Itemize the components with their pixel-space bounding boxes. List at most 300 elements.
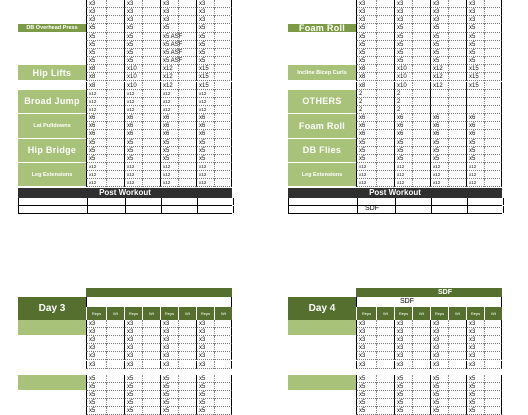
reps-cell[interactable]: x3	[356, 336, 376, 344]
reps-cell[interactable]: x3	[466, 16, 484, 24]
reps-cell[interactable]: x12	[86, 171, 106, 179]
reps-cell[interactable]: x8	[86, 73, 106, 81]
reps-cell[interactable]: x3	[430, 328, 448, 336]
weight-cell[interactable]	[214, 33, 232, 41]
reps-cell[interactable]: x12	[196, 106, 214, 114]
weight-cell[interactable]	[412, 24, 430, 32]
weight-cell[interactable]	[376, 0, 394, 8]
reps-cell[interactable]: x6	[124, 130, 142, 138]
weight-cell[interactable]	[106, 375, 124, 383]
reps-cell[interactable]: x12	[160, 171, 178, 179]
weight-cell[interactable]	[376, 328, 394, 336]
weight-cell[interactable]	[484, 0, 502, 8]
reps-cell[interactable]: x3	[430, 16, 448, 24]
reps-cell[interactable]: x3	[466, 352, 484, 360]
weight-cell[interactable]	[106, 399, 124, 407]
weight-cell[interactable]	[178, 130, 196, 138]
weight-cell[interactable]	[412, 344, 430, 352]
reps-cell[interactable]: x6	[466, 122, 484, 130]
weight-cell[interactable]	[448, 106, 466, 114]
reps-cell[interactable]: x5	[394, 375, 412, 383]
reps-cell[interactable]: x3	[196, 328, 214, 336]
weight-cell[interactable]	[178, 16, 196, 24]
weight-cell[interactable]	[214, 114, 232, 122]
reps-cell[interactable]: x3	[430, 352, 448, 360]
weight-cell[interactable]	[142, 179, 160, 187]
reps-cell[interactable]: x3	[160, 320, 178, 328]
weight-cell[interactable]	[412, 163, 430, 171]
reps-cell[interactable]: x15	[466, 82, 484, 90]
weight-cell[interactable]	[106, 155, 124, 163]
reps-cell[interactable]: x5	[160, 407, 178, 415]
reps-cell[interactable]: x6	[196, 130, 214, 138]
reps-cell[interactable]: x8	[86, 82, 106, 90]
reps-cell[interactable]: x12	[394, 179, 412, 187]
weight-cell[interactable]	[448, 344, 466, 352]
weight-cell[interactable]	[448, 391, 466, 399]
weight-cell[interactable]	[412, 114, 430, 122]
weight-cell[interactable]	[484, 24, 502, 32]
weight-cell[interactable]	[178, 82, 196, 90]
weight-cell[interactable]	[178, 328, 196, 336]
reps-cell[interactable]: x5	[394, 49, 412, 57]
weight-cell[interactable]	[376, 82, 394, 90]
weight-cell[interactable]	[178, 41, 196, 49]
weight-cell[interactable]	[484, 155, 502, 163]
reps-cell[interactable]: x5	[124, 407, 142, 415]
reps-cell[interactable]: x5	[356, 375, 376, 383]
weight-cell[interactable]	[214, 383, 232, 391]
weight-cell[interactable]	[376, 375, 394, 383]
reps-cell[interactable]: x12	[196, 179, 214, 187]
weight-cell[interactable]	[142, 344, 160, 352]
weight-cell[interactable]	[448, 122, 466, 130]
weight-cell[interactable]	[376, 407, 394, 415]
reps-cell[interactable]: x5	[430, 147, 448, 155]
weight-cell[interactable]	[448, 399, 466, 407]
reps-cell[interactable]: x10	[394, 65, 412, 73]
reps-cell[interactable]: x3	[394, 336, 412, 344]
weight-cell[interactable]	[106, 106, 124, 114]
weight-cell[interactable]	[106, 90, 124, 98]
reps-cell[interactable]: x3	[430, 344, 448, 352]
weight-cell[interactable]	[484, 130, 502, 138]
weight-cell[interactable]	[376, 90, 394, 98]
reps-cell[interactable]: x3	[466, 336, 484, 344]
weight-cell[interactable]	[484, 171, 502, 179]
weight-cell[interactable]	[106, 336, 124, 344]
weight-cell[interactable]	[376, 399, 394, 407]
reps-cell[interactable]: x5	[124, 147, 142, 155]
weight-cell[interactable]	[214, 352, 232, 360]
post-workout-row[interactable]	[18, 206, 232, 214]
reps-cell[interactable]: x3	[86, 328, 106, 336]
weight-cell[interactable]	[214, 90, 232, 98]
weight-cell[interactable]	[214, 139, 232, 147]
weight-cell[interactable]	[178, 114, 196, 122]
weight-cell[interactable]	[214, 24, 232, 32]
reps-cell[interactable]: x5	[466, 41, 484, 49]
weight-cell[interactable]	[142, 163, 160, 171]
reps-cell[interactable]: x5	[124, 49, 142, 57]
weight-cell[interactable]	[178, 49, 196, 57]
reps-cell[interactable]: x6	[196, 122, 214, 130]
weight-cell[interactable]	[412, 8, 430, 16]
weight-cell[interactable]	[376, 361, 394, 369]
reps-cell[interactable]: x6	[356, 114, 376, 122]
reps-cell[interactable]: x5	[466, 407, 484, 415]
reps-cell[interactable]: x5	[430, 399, 448, 407]
weight-cell[interactable]	[142, 361, 160, 369]
weight-cell[interactable]	[448, 130, 466, 138]
reps-cell[interactable]: x8	[356, 65, 376, 73]
weight-cell[interactable]	[214, 344, 232, 352]
weight-cell[interactable]	[448, 73, 466, 81]
reps-cell[interactable]: x5	[124, 41, 142, 49]
weight-cell[interactable]	[484, 139, 502, 147]
weight-cell[interactable]	[142, 139, 160, 147]
weight-cell[interactable]	[376, 155, 394, 163]
reps-cell[interactable]: x6	[430, 122, 448, 130]
weight-cell[interactable]	[178, 147, 196, 155]
reps-cell[interactable]: x5	[430, 49, 448, 57]
reps-cell[interactable]: x5	[430, 24, 448, 32]
weight-cell[interactable]	[412, 361, 430, 369]
reps-cell[interactable]: x3	[356, 8, 376, 16]
weight-cell[interactable]	[448, 336, 466, 344]
weight-cell[interactable]	[178, 90, 196, 98]
weight-cell[interactable]	[142, 65, 160, 73]
reps-cell[interactable]: x3	[160, 16, 178, 24]
weight-cell[interactable]	[178, 155, 196, 163]
reps-cell[interactable]: x5	[86, 383, 106, 391]
weight-cell[interactable]	[448, 407, 466, 415]
weight-cell[interactable]	[484, 90, 502, 98]
weight-cell[interactable]	[412, 49, 430, 57]
weight-cell[interactable]	[142, 114, 160, 122]
date-row[interactable]	[86, 297, 232, 307]
weight-cell[interactable]	[142, 383, 160, 391]
weight-cell[interactable]	[448, 139, 466, 147]
reps-cell[interactable]: x5	[86, 33, 106, 41]
weight-cell[interactable]	[376, 33, 394, 41]
reps-cell[interactable]: x6	[394, 114, 412, 122]
weight-cell[interactable]	[214, 336, 232, 344]
reps-cell[interactable]: x5	[86, 57, 106, 65]
weight-cell[interactable]	[448, 328, 466, 336]
reps-cell[interactable]: x5	[86, 24, 106, 32]
reps-cell[interactable]: x5	[196, 383, 214, 391]
weight-cell[interactable]	[142, 336, 160, 344]
reps-cell[interactable]: x15	[196, 82, 214, 90]
reps-cell[interactable]: x12	[160, 65, 178, 73]
weight-cell[interactable]	[376, 24, 394, 32]
weight-cell[interactable]	[178, 122, 196, 130]
weight-cell[interactable]	[376, 147, 394, 155]
weight-cell[interactable]	[484, 147, 502, 155]
reps-cell[interactable]: x5	[466, 399, 484, 407]
weight-cell[interactable]	[376, 130, 394, 138]
weight-cell[interactable]	[142, 82, 160, 90]
weight-cell[interactable]	[106, 328, 124, 336]
reps-cell[interactable]: x12	[430, 73, 448, 81]
reps-cell[interactable]: x10	[394, 82, 412, 90]
reps-cell[interactable]: x5	[86, 399, 106, 407]
weight-cell[interactable]	[178, 57, 196, 65]
weight-cell[interactable]	[448, 49, 466, 57]
weight-cell[interactable]	[448, 155, 466, 163]
reps-cell[interactable]	[430, 90, 448, 98]
weight-cell[interactable]	[412, 179, 430, 187]
weight-cell[interactable]	[178, 65, 196, 73]
reps-cell[interactable]: x5	[160, 24, 178, 32]
weight-cell[interactable]	[376, 391, 394, 399]
reps-cell[interactable]: x5	[430, 391, 448, 399]
weight-cell[interactable]	[412, 16, 430, 24]
weight-cell[interactable]	[142, 391, 160, 399]
reps-cell[interactable]: x3	[160, 0, 178, 8]
reps-cell[interactable]: x3	[394, 16, 412, 24]
weight-cell[interactable]	[214, 130, 232, 138]
reps-cell[interactable]: 2	[356, 98, 376, 106]
reps-cell[interactable]: x5	[124, 24, 142, 32]
weight-cell[interactable]	[448, 352, 466, 360]
reps-cell[interactable]: x6	[430, 114, 448, 122]
weight-cell[interactable]	[448, 8, 466, 16]
weight-cell[interactable]	[178, 336, 196, 344]
reps-cell[interactable]: x5	[430, 139, 448, 147]
reps-cell[interactable]: x5	[196, 24, 214, 32]
reps-cell[interactable]: x5	[356, 139, 376, 147]
reps-cell[interactable]: x12	[356, 171, 376, 179]
reps-cell[interactable]: x3	[196, 8, 214, 16]
weight-cell[interactable]	[412, 73, 430, 81]
reps-cell[interactable]: x3	[394, 8, 412, 16]
reps-cell[interactable]: x3	[196, 336, 214, 344]
weight-cell[interactable]	[412, 320, 430, 328]
weight-cell[interactable]	[178, 399, 196, 407]
reps-cell[interactable]: x5	[124, 399, 142, 407]
weight-cell[interactable]	[484, 375, 502, 383]
weight-cell[interactable]	[106, 82, 124, 90]
reps-cell[interactable]	[430, 106, 448, 114]
reps-cell[interactable]: x6	[394, 122, 412, 130]
weight-cell[interactable]	[106, 179, 124, 187]
weight-cell[interactable]	[106, 49, 124, 57]
reps-cell[interactable]: x3	[466, 320, 484, 328]
weight-cell[interactable]	[178, 344, 196, 352]
reps-cell[interactable]	[430, 98, 448, 106]
reps-cell[interactable]: x5	[356, 155, 376, 163]
reps-cell[interactable]: x6	[430, 130, 448, 138]
reps-cell[interactable]: x12	[86, 90, 106, 98]
weight-cell[interactable]	[448, 82, 466, 90]
reps-cell[interactable]: x5	[86, 155, 106, 163]
reps-cell[interactable]: x3	[430, 361, 448, 369]
weight-cell[interactable]	[142, 352, 160, 360]
reps-cell[interactable]: x5	[430, 155, 448, 163]
weight-cell[interactable]	[178, 139, 196, 147]
weight-cell[interactable]	[142, 399, 160, 407]
weight-cell[interactable]	[412, 383, 430, 391]
weight-cell[interactable]	[484, 352, 502, 360]
weight-cell[interactable]	[448, 383, 466, 391]
reps-cell[interactable]: x12	[124, 98, 142, 106]
weight-cell[interactable]	[484, 361, 502, 369]
weight-cell[interactable]	[412, 65, 430, 73]
reps-cell[interactable]: x5	[86, 375, 106, 383]
weight-cell[interactable]	[106, 344, 124, 352]
post-workout-row[interactable]	[288, 198, 502, 206]
reps-cell[interactable]: x3	[394, 320, 412, 328]
reps-cell[interactable]: x12	[196, 90, 214, 98]
weight-cell[interactable]	[376, 8, 394, 16]
reps-cell[interactable]: x3	[124, 352, 142, 360]
weight-cell[interactable]	[484, 114, 502, 122]
weight-cell[interactable]	[214, 8, 232, 16]
reps-cell[interactable]: x3	[394, 344, 412, 352]
reps-cell[interactable]: x3	[86, 8, 106, 16]
reps-cell[interactable]: x3	[356, 0, 376, 8]
weight-cell[interactable]	[106, 114, 124, 122]
weight-cell[interactable]	[412, 0, 430, 8]
weight-cell[interactable]	[106, 383, 124, 391]
reps-cell[interactable]: x5	[394, 57, 412, 65]
reps-cell[interactable]: x5	[86, 147, 106, 155]
weight-cell[interactable]	[106, 33, 124, 41]
weight-cell[interactable]	[448, 114, 466, 122]
reps-cell[interactable]: x5	[124, 139, 142, 147]
reps-cell[interactable]: x3	[356, 320, 376, 328]
weight-cell[interactable]	[412, 41, 430, 49]
weight-cell[interactable]	[484, 16, 502, 24]
reps-cell[interactable]: 2	[356, 106, 376, 114]
reps-cell[interactable]: x10	[124, 82, 142, 90]
reps-cell[interactable]: x3	[356, 16, 376, 24]
reps-cell[interactable]: x5	[160, 139, 178, 147]
reps-cell[interactable]: x15	[466, 73, 484, 81]
reps-cell[interactable]: x12	[160, 163, 178, 171]
weight-cell[interactable]	[448, 163, 466, 171]
weight-cell[interactable]	[484, 57, 502, 65]
weight-cell[interactable]	[484, 122, 502, 130]
weight-cell[interactable]	[448, 320, 466, 328]
reps-cell[interactable]: x5	[86, 41, 106, 49]
reps-cell[interactable]: x15	[466, 65, 484, 73]
weight-cell[interactable]	[448, 375, 466, 383]
weight-cell[interactable]	[376, 49, 394, 57]
reps-cell[interactable]: x3	[160, 8, 178, 16]
weight-cell[interactable]	[412, 375, 430, 383]
reps-cell[interactable]: x5	[196, 139, 214, 147]
weight-cell[interactable]	[376, 171, 394, 179]
reps-cell[interactable]: x8	[86, 65, 106, 73]
reps-cell[interactable]: x5 ASF	[160, 57, 178, 65]
weight-cell[interactable]	[106, 24, 124, 32]
reps-cell[interactable]: x12	[160, 98, 178, 106]
reps-cell[interactable]: x12	[196, 171, 214, 179]
weight-cell[interactable]	[412, 130, 430, 138]
weight-cell[interactable]	[412, 82, 430, 90]
reps-cell[interactable]: x3	[466, 344, 484, 352]
reps-cell[interactable]: x5	[466, 147, 484, 155]
weight-cell[interactable]	[376, 114, 394, 122]
reps-cell[interactable]: x5	[356, 147, 376, 155]
weight-cell[interactable]	[484, 8, 502, 16]
reps-cell[interactable]: x5	[430, 375, 448, 383]
weight-cell[interactable]	[214, 320, 232, 328]
reps-cell[interactable]: x5	[466, 391, 484, 399]
weight-cell[interactable]	[412, 139, 430, 147]
weight-cell[interactable]	[178, 171, 196, 179]
reps-cell[interactable]: x12	[160, 106, 178, 114]
reps-cell[interactable]: x5	[430, 383, 448, 391]
weight-cell[interactable]	[106, 320, 124, 328]
reps-cell[interactable]: 2	[356, 90, 376, 98]
weight-cell[interactable]	[448, 98, 466, 106]
weight-cell[interactable]	[484, 320, 502, 328]
reps-cell[interactable]: x12	[466, 179, 484, 187]
weight-cell[interactable]	[214, 171, 232, 179]
reps-cell[interactable]: x3	[86, 352, 106, 360]
reps-cell[interactable]: 2	[394, 90, 412, 98]
reps-cell[interactable]: x5	[356, 57, 376, 65]
reps-cell[interactable]: x5	[124, 391, 142, 399]
reps-cell[interactable]: x5	[124, 375, 142, 383]
reps-cell[interactable]: x12	[86, 179, 106, 187]
reps-cell[interactable]: x3	[466, 361, 484, 369]
reps-cell[interactable]: x3	[86, 320, 106, 328]
weight-cell[interactable]	[484, 336, 502, 344]
reps-cell[interactable]: x15	[196, 65, 214, 73]
reps-cell[interactable]: x5 ASF	[160, 49, 178, 57]
reps-cell[interactable]: x5	[356, 399, 376, 407]
reps-cell[interactable]: x5	[196, 41, 214, 49]
reps-cell[interactable]: x5	[86, 49, 106, 57]
reps-cell[interactable]: x6	[86, 130, 106, 138]
reps-cell[interactable]: x5	[394, 139, 412, 147]
reps-cell[interactable]: x3	[196, 16, 214, 24]
reps-cell[interactable]: x3	[196, 352, 214, 360]
weight-cell[interactable]	[376, 122, 394, 130]
weight-cell[interactable]	[106, 147, 124, 155]
reps-cell[interactable]: x5	[196, 33, 214, 41]
weight-cell[interactable]	[448, 33, 466, 41]
weight-cell[interactable]	[142, 16, 160, 24]
reps-cell[interactable]: x12	[160, 90, 178, 98]
reps-cell[interactable]: x6	[160, 114, 178, 122]
weight-cell[interactable]	[484, 179, 502, 187]
weight-cell[interactable]	[178, 320, 196, 328]
weight-cell[interactable]	[178, 106, 196, 114]
reps-cell[interactable]: x12	[430, 163, 448, 171]
reps-cell[interactable]: x12	[430, 82, 448, 90]
post-workout-row[interactable]	[288, 206, 502, 214]
reps-cell[interactable]: x12	[466, 163, 484, 171]
reps-cell[interactable]	[466, 98, 484, 106]
reps-cell[interactable]: x12	[356, 179, 376, 187]
weight-cell[interactable]	[448, 147, 466, 155]
weight-cell[interactable]	[178, 361, 196, 369]
reps-cell[interactable]: x5	[466, 57, 484, 65]
reps-cell[interactable]: x5	[196, 155, 214, 163]
weight-cell[interactable]	[448, 65, 466, 73]
reps-cell[interactable]: x5 ASF	[160, 41, 178, 49]
weight-cell[interactable]	[376, 383, 394, 391]
reps-cell[interactable]: x12	[86, 106, 106, 114]
weight-cell[interactable]	[412, 90, 430, 98]
reps-cell[interactable]: x3	[394, 328, 412, 336]
